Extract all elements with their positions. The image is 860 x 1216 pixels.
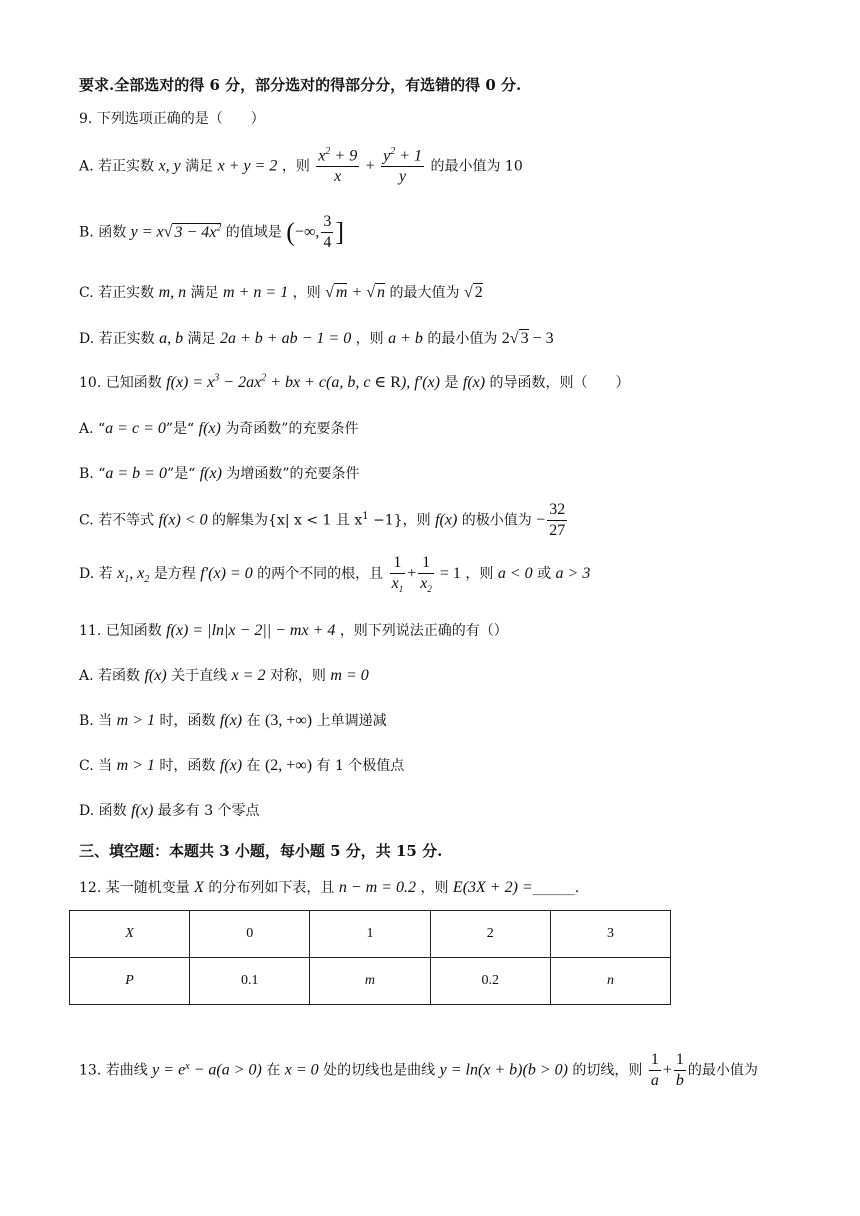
text: 的分布列如下表，且: [208, 880, 335, 896]
q11-option-c: [79, 755, 404, 775]
text: A. 若函数: [79, 668, 141, 684]
math: a + b: [388, 330, 423, 347]
q11-option-d: [79, 800, 260, 820]
table-cell: P: [70, 958, 190, 1005]
text: D. 若: [79, 566, 113, 583]
fraction: $\frac{y^2 + 1}{y}$: [383, 146, 423, 186]
math: f(x): [435, 511, 458, 529]
math: x + y = 2: [217, 157, 278, 175]
table-cell: m: [310, 958, 430, 1005]
math: y = x√ $3 - 4x^2$: [130, 222, 222, 241]
math: f(x): [219, 757, 243, 774]
text: 在: [246, 758, 261, 774]
text: ”是“: [165, 421, 195, 437]
math: x, y: [158, 157, 181, 175]
math: $f(x) = x^3 - 2ax^2$ + bx + c(a, b, c ∈ R), f′(x): [166, 372, 440, 391]
text: D. 函数: [79, 803, 127, 819]
q11-option-b: [79, 710, 387, 730]
math: √ m + √ n: [325, 284, 386, 301]
text: 时，函数: [159, 713, 216, 729]
math: f(x): [131, 802, 154, 819]
q9-option-d: [79, 328, 554, 348]
text: 是: [444, 375, 459, 391]
text: 的解集为{x| x < 1 且 x: [212, 512, 363, 529]
q12-stem: [79, 877, 579, 897]
text: 的最小值为 10: [430, 158, 523, 175]
text: ，则: [355, 331, 384, 347]
table-cell: 0: [190, 911, 310, 958]
fraction: $\frac{32}{27}$: [549, 501, 566, 539]
text: 有 1 个极值点: [316, 758, 405, 774]
math: m > 1: [116, 712, 156, 729]
fraction: $\frac{1}{x_2}$: [420, 554, 432, 595]
math: (3, +∞): [265, 712, 313, 729]
math: (2, +∞): [264, 757, 313, 774]
table-row: [70, 911, 671, 958]
math: a > 3: [555, 565, 591, 583]
text: D. 若正实数: [79, 331, 155, 347]
math: y = e: [152, 1061, 186, 1079]
math: n − m = 0.2: [338, 879, 417, 896]
bracket: (: [286, 217, 295, 247]
table-row: [70, 958, 671, 1005]
text: ”是“: [166, 466, 196, 482]
text: 关于直线: [171, 668, 228, 684]
math: f(x) < 0: [158, 511, 208, 529]
math: x = 0: [284, 1061, 319, 1079]
math: x = 2: [231, 667, 266, 684]
text: 满足: [190, 285, 219, 301]
text: ，则下列说法正确的有（）: [339, 623, 508, 639]
text: 的最大值为: [389, 285, 460, 301]
fraction: $\frac{1}{a}$: [650, 1051, 659, 1089]
q9-option-c: [79, 282, 483, 302]
text: ，则: [292, 285, 321, 301]
text: B. 当: [79, 713, 113, 729]
table-cell: 3: [550, 911, 670, 958]
math: f(x): [144, 667, 167, 684]
text: C. 若不等式: [79, 512, 155, 529]
text: 满足: [187, 331, 216, 347]
section-requirement: 要求.全部选对的得 6 分，部分选对的得部分分，有选错的得 0 分.: [79, 76, 522, 94]
q9-stem: 9. 下列选项正确的是（ ）: [79, 111, 265, 127]
text: 是方程: [153, 566, 196, 583]
math: f′(x) = 0: [200, 565, 253, 583]
text: 在: [246, 713, 261, 729]
math: −∞,: [294, 223, 320, 241]
text: B. 函数: [79, 224, 127, 241]
text: 的最小值为: [427, 331, 498, 347]
text: 的极小值为: [461, 512, 532, 529]
distribution-table: [69, 910, 671, 1005]
text: 满足: [185, 158, 214, 175]
text: −1}，则: [368, 512, 431, 529]
math: m + n = 1: [223, 284, 289, 301]
math: m, n: [158, 284, 187, 301]
q10-option-a: [79, 418, 358, 438]
math: $x_1$, $x_2$: [117, 565, 150, 586]
text: 11. 已知函数: [79, 623, 162, 639]
text: 处的切线也是曲线: [323, 1062, 436, 1079]
table-cell: 2: [430, 911, 550, 958]
text: ，则: [281, 158, 310, 175]
math: − a(a > 0): [189, 1061, 262, 1079]
bracket: ]: [335, 217, 345, 247]
text: 的切线，则: [572, 1062, 643, 1079]
math: 2a + b + ab − 1 = 0: [220, 330, 352, 347]
q10-option-c: [79, 500, 569, 541]
math: √ 2: [463, 284, 483, 301]
text: C. 当: [79, 758, 113, 774]
math: y = ln(x + b)(b > 0): [439, 1061, 568, 1079]
text: C. 若正实数: [79, 285, 155, 301]
math: f(x): [219, 712, 243, 729]
text: 12. 某一随机变量: [79, 880, 190, 896]
fraction: $\frac{1}{x_1}$: [391, 554, 404, 595]
superscript: x: [185, 1060, 190, 1072]
fraction: $\frac{3}{4}$: [323, 213, 332, 251]
table-cell: 0.2: [430, 958, 550, 1005]
math: a, b: [159, 330, 184, 347]
text: ，则: [465, 566, 494, 583]
q11-stem: [79, 620, 508, 640]
text: A. “: [79, 421, 106, 437]
q9-option-b: [79, 212, 344, 253]
q10-stem: [79, 372, 630, 392]
math: f(x): [198, 420, 221, 437]
math: f(x) = |ln|x − 2|| − mx + 4: [166, 622, 336, 639]
table-cell: n: [550, 958, 670, 1005]
math: E(3X + 2) =: [452, 879, 533, 896]
math: 2√ 3 − 3: [501, 330, 554, 347]
math: m > 1: [116, 757, 155, 774]
text: B. “: [79, 466, 106, 482]
fraction: $\frac{x^2 + 9}{x}$: [318, 146, 358, 186]
q10-option-b: [79, 463, 360, 483]
text: 时，函数: [159, 758, 216, 774]
text: ，则: [420, 880, 449, 896]
text: 为奇函数”的充要条件: [225, 421, 359, 437]
q11-option-a: [79, 665, 369, 685]
q9-option-a: A. 若正实数 x, y 满足 x + y = 2 ，则 $\frac{x^2 + 9}{x}$ + $\frac{y^2 + 1}{y}$ 的最小值为 10: [79, 146, 523, 186]
text: 的最小值为: [687, 1062, 758, 1079]
math: m = 0: [330, 667, 369, 684]
table-cell: X: [70, 911, 190, 958]
math: a = b = 0: [105, 465, 167, 482]
q10-option-d: D. 若 $x_1$, $x_2$ 是方程 f′(x) = 0 的两个不同的根，且 $\frac{1}{x_1}$ + $\frac{1}{x_2}$ = 1 ，则 a < 0 或 a > 3: [79, 554, 591, 595]
text: 的导函数，则（ ）: [489, 375, 630, 391]
math: −: [536, 511, 546, 529]
answer-blank: ______.: [532, 880, 580, 896]
math: f(x): [462, 374, 486, 391]
text: 最多有 3 个零点: [157, 803, 260, 819]
text: 上单调递减: [316, 713, 387, 729]
superscript: 1: [362, 510, 369, 522]
text: 10. 已知函数: [79, 375, 162, 391]
text: 的两个不同的根，且: [257, 566, 384, 583]
text: A. 若正实数: [79, 158, 155, 175]
table-cell: 0.1: [190, 958, 310, 1005]
text: 对称，则: [269, 668, 326, 684]
text: 的值域是: [225, 224, 282, 241]
fraction: $\frac{1}{b}$: [675, 1051, 684, 1089]
text: 或: [537, 566, 552, 583]
text: 在: [266, 1062, 281, 1079]
q13-stem: 13. 若曲线 $y = e^x - a(a > 0)$ 在 x = 0 处的切线也是曲线 y = ln(x + b)(b > 0) 的切线，则 $\frac{1}{a}$ + $\frac{1}{b}$ 的最小值为: [79, 1051, 758, 1089]
math: f(x): [199, 465, 222, 482]
math: a = c = 0: [105, 420, 166, 437]
section-fill-in-title: 三、填空题：本题共 3 小题，每小题 5 分，共 15 分.: [79, 842, 443, 860]
math: X: [194, 879, 204, 896]
text: 13. 若曲线: [79, 1062, 148, 1079]
math: a < 0: [497, 565, 533, 583]
table-cell: 1: [310, 911, 430, 958]
text: 为增函数”的充要条件: [226, 466, 360, 482]
